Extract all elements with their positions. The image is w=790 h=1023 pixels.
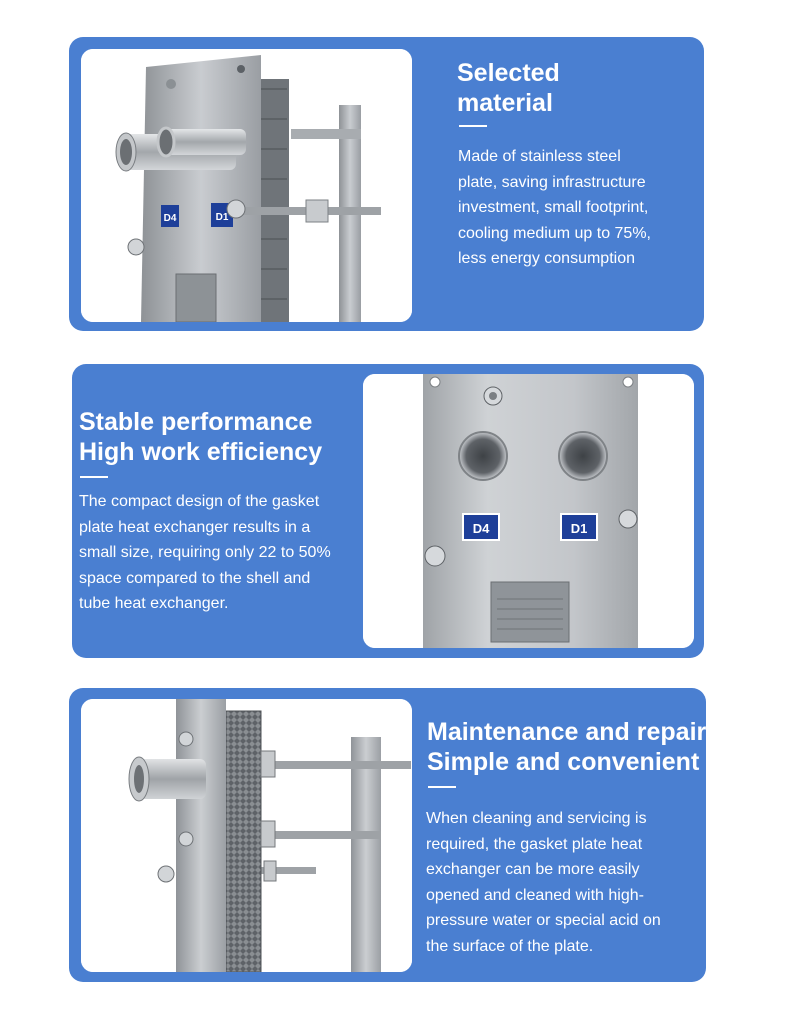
title-divider bbox=[428, 786, 456, 788]
description-line: When cleaning and servicing is bbox=[426, 810, 647, 827]
description-line: space compared to the shell and bbox=[79, 569, 311, 587]
section-description bbox=[79, 489, 331, 617]
title-line: High work efficiency bbox=[79, 438, 323, 466]
heat-exchanger-side-illustration bbox=[81, 699, 412, 972]
description-line: small size, requiring only 22 to 50% bbox=[79, 544, 331, 561]
description-line: plate heat exchanger results in a bbox=[79, 518, 311, 536]
title-divider bbox=[459, 125, 487, 127]
title-divider bbox=[80, 476, 108, 478]
description-line: Made of stainless steel bbox=[458, 148, 621, 165]
feature-card-material bbox=[69, 37, 704, 331]
description-line: pressure water or special acid on bbox=[426, 912, 661, 929]
title-line: Maintenance and repair bbox=[427, 718, 707, 746]
title-line: Simple and convenient bbox=[427, 748, 700, 776]
description-line: cooling medium up to 75%, bbox=[458, 224, 651, 242]
description-line: exchanger can be more easily bbox=[426, 861, 640, 878]
description-line: less energy consumption bbox=[458, 250, 635, 267]
description-line: tube heat exchanger. bbox=[79, 595, 229, 612]
heat-exchanger-photo bbox=[81, 699, 412, 972]
section-title bbox=[427, 717, 706, 777]
description-line: The compact design of the gasket bbox=[79, 493, 320, 510]
description-line: investment, small footprint, bbox=[458, 199, 649, 216]
heat-exchanger-front-illustration bbox=[363, 374, 694, 648]
description-line: required, the gasket plate heat bbox=[426, 835, 643, 853]
heat-exchanger-photo bbox=[81, 49, 412, 322]
heat-exchanger-photo bbox=[363, 374, 694, 648]
port-label-d1: D1 bbox=[215, 212, 229, 223]
section-title bbox=[79, 407, 322, 467]
feature-card-maintenance bbox=[69, 688, 706, 982]
title-line: Stable performance bbox=[79, 408, 313, 436]
description-line: the surface of the plate. bbox=[426, 937, 594, 955]
heat-exchanger-illustration bbox=[81, 49, 412, 322]
title-line: material bbox=[457, 89, 553, 117]
description-line: opened and cleaned with high- bbox=[426, 886, 644, 904]
section-title bbox=[457, 58, 560, 118]
feature-card-performance bbox=[72, 364, 704, 658]
port-label-d4: D4 bbox=[472, 521, 490, 536]
section-description bbox=[426, 806, 661, 959]
section-description bbox=[458, 144, 651, 272]
port-label-d1: D1 bbox=[570, 521, 588, 536]
description-line: plate, saving infrastructure bbox=[458, 173, 646, 191]
port-label-d4: D4 bbox=[163, 213, 177, 224]
title-line: Selected bbox=[457, 59, 560, 87]
